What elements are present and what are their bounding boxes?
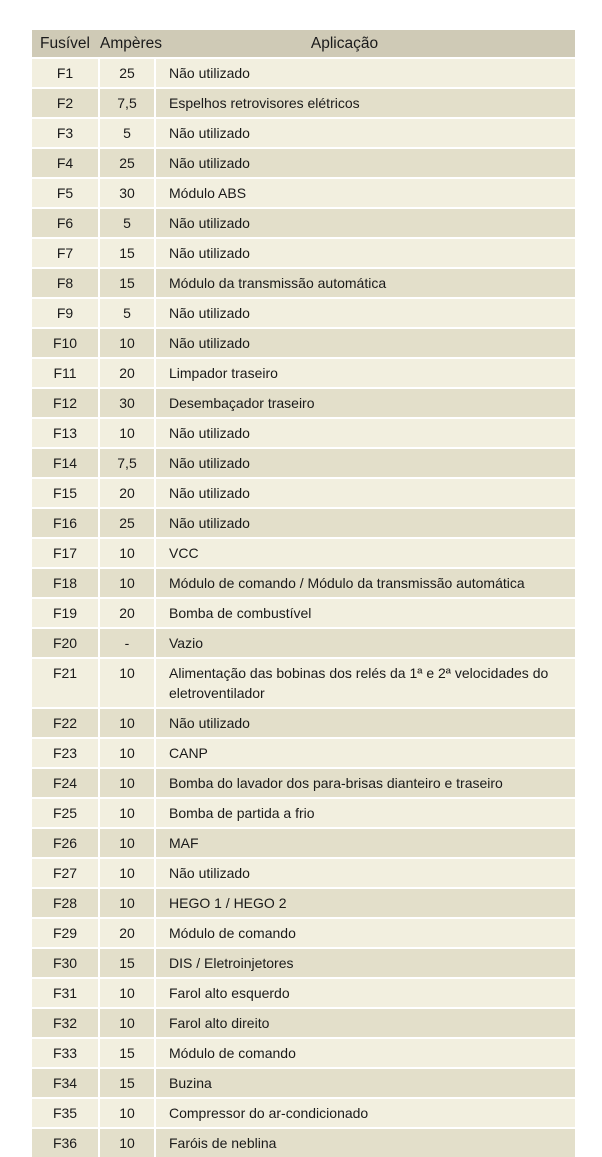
fuse-id-cell: F4 xyxy=(56,155,74,171)
fuse-id-cell: F18 xyxy=(52,575,78,591)
header-amperes: Ampères xyxy=(99,34,163,52)
table-row xyxy=(32,207,575,237)
amperage-cell: 10 xyxy=(98,709,156,737)
table-row xyxy=(32,1007,575,1037)
amperage-cell: 15 xyxy=(98,949,156,977)
amperage-cell: 20 xyxy=(98,359,156,387)
application-cell: Bomba do lavador dos para-brisas dianteiro e traseiro xyxy=(169,775,503,791)
amperage-cell: 7,5 xyxy=(98,89,156,117)
fuse-id-cell: F9 xyxy=(56,305,74,321)
application-cell: Não utilizado xyxy=(169,515,250,531)
fuse-id-cell: F5 xyxy=(56,185,74,201)
amperage-cell: 30 xyxy=(98,179,156,207)
table-row xyxy=(32,1037,575,1067)
table-row xyxy=(32,267,575,297)
application-cell: Compressor do ar-condicionado xyxy=(169,1105,369,1121)
table-row xyxy=(32,387,575,417)
table-row xyxy=(32,87,575,117)
table-row xyxy=(32,237,575,267)
amperage-cell: 20 xyxy=(98,599,156,627)
application-cell: Módulo de comando xyxy=(169,1045,296,1061)
table-row xyxy=(32,977,575,1007)
table-row xyxy=(32,507,575,537)
fuse-id-cell: F30 xyxy=(52,955,78,971)
table-row xyxy=(32,1067,575,1097)
amperage-cell: 10 xyxy=(98,889,156,917)
application-cell: Bomba de combustível xyxy=(169,605,312,621)
fuse-id-cell: F17 xyxy=(52,545,78,561)
fuse-id-cell: F35 xyxy=(52,1105,78,1121)
table-row xyxy=(32,857,575,887)
header-fusivel: Fusível xyxy=(40,34,90,52)
application-cell: Bomba de partida a frio xyxy=(169,805,315,821)
table-row xyxy=(32,657,575,707)
table-row xyxy=(32,917,575,947)
application-cell: Farol alto esquerdo xyxy=(169,985,290,1001)
application-cell: Alimentação das bobinas dos relés da 1ª e 2ª velocidades do eletroventilador xyxy=(169,665,549,701)
fuse-id-cell: F22 xyxy=(52,715,78,731)
fuse-id-cell: F6 xyxy=(56,215,74,231)
table-row xyxy=(32,1127,575,1157)
fuse-id-cell: F25 xyxy=(52,805,78,821)
amperage-cell: 10 xyxy=(98,859,156,887)
fuse-id-cell: F32 xyxy=(52,1015,78,1031)
amperage-cell: 15 xyxy=(98,239,156,267)
fuse-id-cell: F14 xyxy=(52,455,78,471)
table-row xyxy=(32,827,575,857)
table-row xyxy=(32,177,575,207)
table-row xyxy=(32,57,575,87)
amperage-cell: 20 xyxy=(98,919,156,947)
fuse-id-cell: F16 xyxy=(52,515,78,531)
fuse-id-cell: F21 xyxy=(52,665,78,681)
application-cell: Vazio xyxy=(169,635,203,651)
amperage-cell: 10 xyxy=(98,569,156,597)
table-row xyxy=(32,947,575,977)
amperage-cell: 7,5 xyxy=(98,449,156,477)
amperage-cell: 30 xyxy=(98,389,156,417)
application-cell: Faróis de neblina xyxy=(169,1135,277,1151)
amperage-cell: 10 xyxy=(98,1099,156,1127)
amperage-cell: 10 xyxy=(98,829,156,857)
application-cell: Farol alto direito xyxy=(169,1015,270,1031)
application-cell: Desembaçador traseiro xyxy=(169,395,315,411)
table-row xyxy=(32,297,575,327)
table-row xyxy=(32,357,575,387)
fuse-id-cell: F24 xyxy=(52,775,78,791)
fuse-id-cell: F10 xyxy=(52,335,78,351)
application-cell: Não utilizado xyxy=(169,485,250,501)
amperage-cell: 25 xyxy=(98,509,156,537)
application-cell: HEGO 1 / HEGO 2 xyxy=(169,895,287,911)
amperage-cell: 10 xyxy=(98,1129,156,1157)
fuse-id-cell: F31 xyxy=(52,985,78,1001)
table-row xyxy=(32,417,575,447)
application-cell: DIS / Eletroinjetores xyxy=(169,955,294,971)
amperage-cell: 15 xyxy=(98,269,156,297)
fuse-id-cell: F2 xyxy=(56,95,74,111)
fuse-id-cell: F11 xyxy=(53,365,77,381)
amperage-cell: 10 xyxy=(98,329,156,357)
application-cell: Módulo da transmissão automática xyxy=(169,275,387,291)
table-row xyxy=(32,797,575,827)
fuse-id-cell: F20 xyxy=(52,635,78,651)
fuse-id-cell: F12 xyxy=(52,395,78,411)
header-aplicacao: Aplicação xyxy=(310,34,379,52)
table-row xyxy=(32,327,575,357)
table-header xyxy=(32,30,575,57)
table-row xyxy=(32,567,575,597)
application-cell: Buzina xyxy=(169,1075,212,1091)
amperage-cell: 10 xyxy=(98,739,156,767)
amperage-cell: 10 xyxy=(98,799,156,827)
table-row xyxy=(32,887,575,917)
amperage-cell: 25 xyxy=(98,149,156,177)
amperage-cell: 20 xyxy=(98,479,156,507)
amperage-cell: 10 xyxy=(98,539,156,567)
amperage-cell: 5 xyxy=(98,209,156,237)
application-cell: Não utilizado xyxy=(169,455,250,471)
fuse-id-cell: F23 xyxy=(52,745,78,761)
fuse-id-cell: F15 xyxy=(52,485,78,501)
application-cell: Não utilizado xyxy=(169,155,250,171)
table-row xyxy=(32,1097,575,1127)
fuse-id-cell: F8 xyxy=(56,275,74,291)
fuse-id-cell: F29 xyxy=(52,925,78,941)
application-cell: Módulo de comando / Módulo da transmissão automática xyxy=(169,575,525,591)
table-row xyxy=(32,597,575,627)
application-cell: Não utilizado xyxy=(169,245,250,261)
table-row xyxy=(32,737,575,767)
application-cell: Não utilizado xyxy=(169,715,250,731)
fuse-id-cell: F7 xyxy=(56,245,74,261)
application-cell: VCC xyxy=(169,545,199,561)
amperage-cell: 10 xyxy=(98,979,156,1007)
amperage-cell: 25 xyxy=(98,59,156,87)
amperage-cell: 10 xyxy=(98,659,156,707)
application-cell: Não utilizado xyxy=(169,425,250,441)
application-cell: Limpador traseiro xyxy=(169,365,278,381)
fuse-id-cell: F34 xyxy=(52,1075,78,1091)
table-row xyxy=(32,767,575,797)
fuse-id-cell: F26 xyxy=(52,835,78,851)
fuse-id-cell: F3 xyxy=(56,125,74,141)
application-cell: Não utilizado xyxy=(169,215,250,231)
table-row xyxy=(32,627,575,657)
amperage-cell: 10 xyxy=(98,769,156,797)
amperage-cell: 10 xyxy=(98,1009,156,1037)
amperage-cell: 5 xyxy=(98,119,156,147)
fuse-table xyxy=(32,30,575,1157)
fuse-id-cell: F27 xyxy=(52,865,78,881)
table-row xyxy=(32,117,575,147)
table-row xyxy=(32,147,575,177)
application-cell: Não utilizado xyxy=(169,865,250,881)
application-cell: Não utilizado xyxy=(169,305,250,321)
table-body xyxy=(32,57,575,1157)
amperage-cell: 5 xyxy=(98,299,156,327)
table-row xyxy=(32,707,575,737)
fuse-id-cell: F1 xyxy=(56,65,74,81)
application-cell: Módulo ABS xyxy=(169,185,247,201)
amperage-cell: 10 xyxy=(98,419,156,447)
fuse-id-cell: F13 xyxy=(52,425,78,441)
fuse-id-cell: F19 xyxy=(52,605,78,621)
application-cell: Espelhos retrovisores elétricos xyxy=(169,95,360,111)
application-cell: CANP xyxy=(169,745,208,761)
application-cell: Não utilizado xyxy=(169,335,250,351)
table-row xyxy=(32,477,575,507)
application-cell: Módulo de comando xyxy=(169,925,296,941)
application-cell: MAF xyxy=(169,835,199,851)
table-row xyxy=(32,537,575,567)
amperage-cell: - xyxy=(98,629,156,657)
fuse-id-cell: F33 xyxy=(52,1045,78,1061)
fuse-id-cell: F36 xyxy=(52,1135,78,1151)
application-cell: Não utilizado xyxy=(169,125,250,141)
fuse-id-cell: F28 xyxy=(52,895,78,911)
amperage-cell: 15 xyxy=(98,1039,156,1067)
table-row xyxy=(32,447,575,477)
amperage-cell: 15 xyxy=(98,1069,156,1097)
application-cell: Não utilizado xyxy=(169,65,250,81)
